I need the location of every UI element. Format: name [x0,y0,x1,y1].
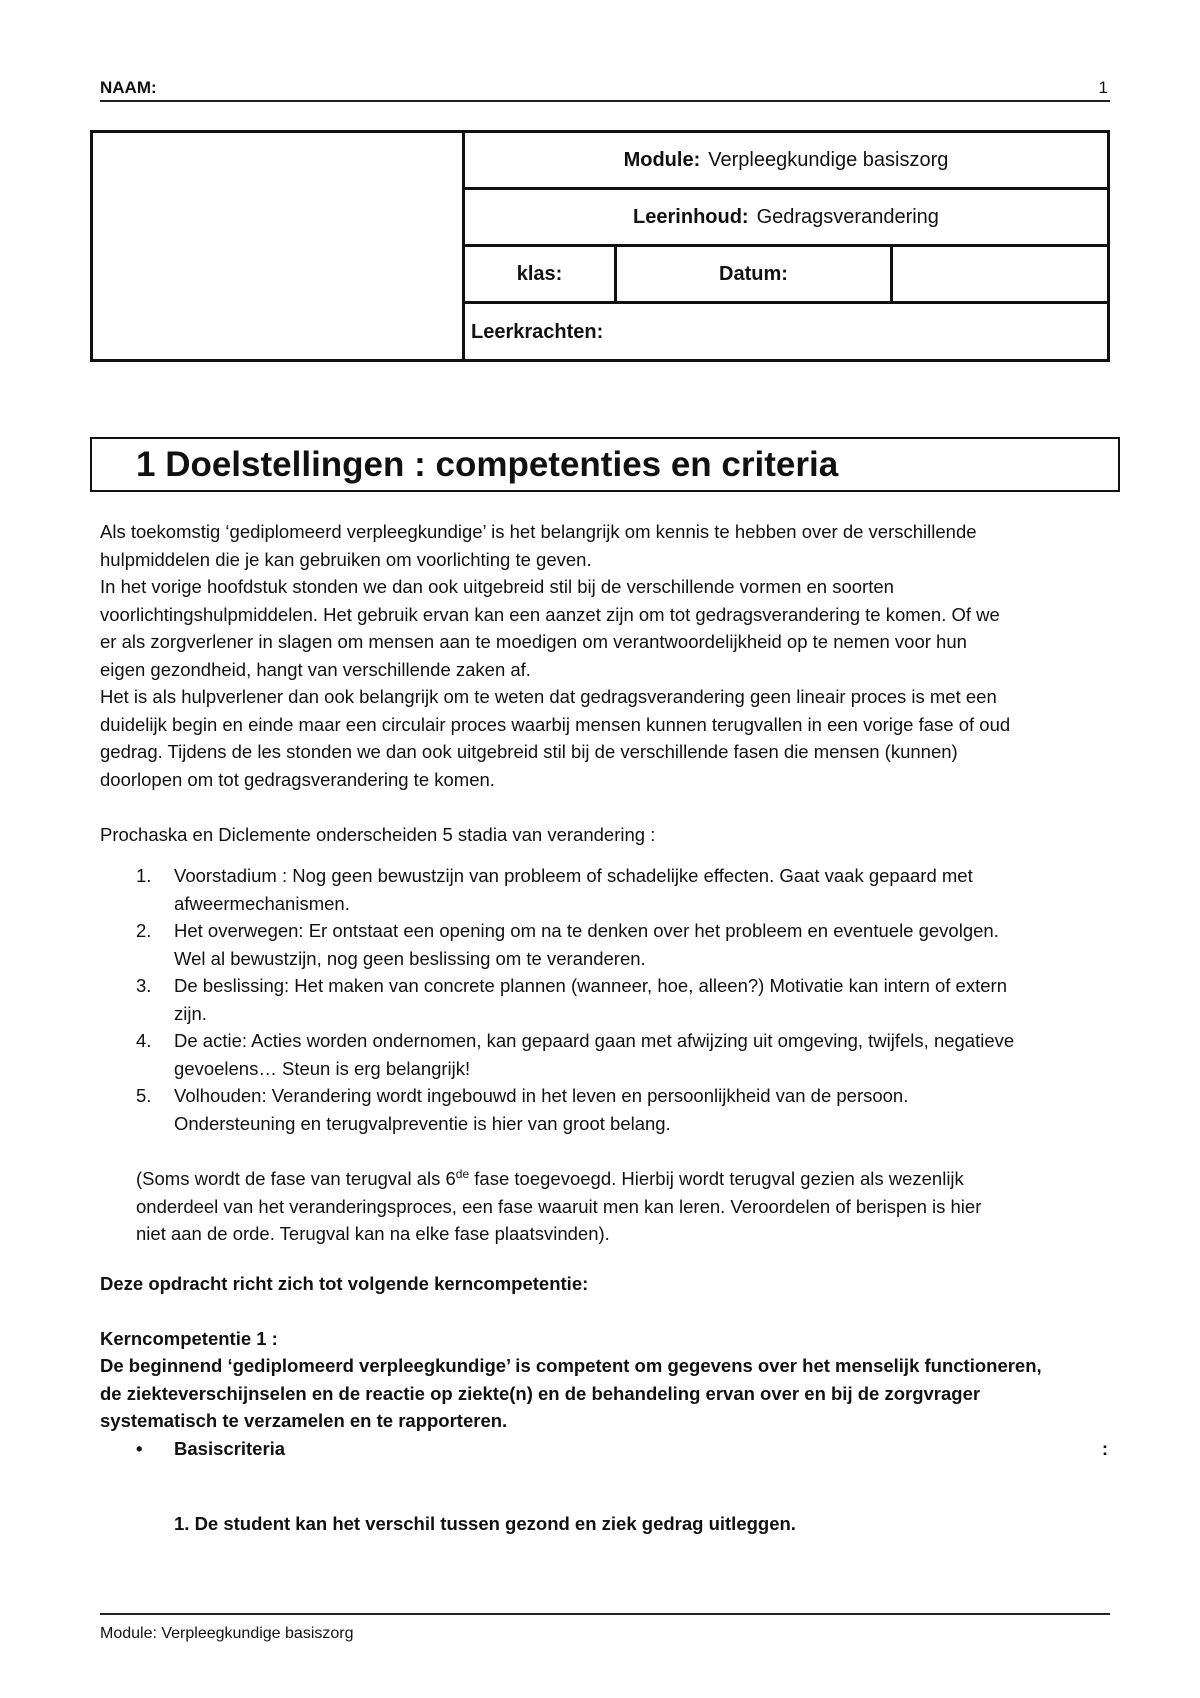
note-line: niet aan de orde. Terugval kan na elke fase plaatsvinden). [136,1223,610,1245]
module-info-table [90,130,1110,362]
basiscriteria-colon: : [1101,1437,1108,1459]
leerinhoud-value: Gedragsverandering [756,205,939,228]
list-number: 2. [136,920,152,941]
bullet-icon: • [136,1437,143,1459]
list-item-line: afweermechanismen. [174,892,350,914]
note-text: fase toegevoegd. Hierbij wordt terugval gezien als wezenlijk [469,1168,964,1190]
list-item [100,1027,1110,1082]
intro-paragraph [100,518,1110,793]
leerinhoud-row [465,190,1107,247]
logo-cell [93,133,465,359]
module-value: Verpleegkundige basiszorg [708,148,949,171]
datum-value-cell [893,247,1107,301]
list-item [100,917,1110,972]
page-footer: Module: Verpleegkundige basiszorg [100,1613,1110,1643]
intro-line: duidelijk begin en einde maar een circulair proces waarbij mensen kunnen terugvallen in een vorige fase of oud [100,713,1011,735]
list-number: 1. [136,865,152,886]
kerncompetentie-line: systematisch te verzamelen en te rapporteren. [100,1410,508,1432]
basiscriteria-item [100,1435,1110,1463]
section-heading: 1 Doelstellingen : competenties en criteria [90,437,1120,492]
note-line [136,1161,1110,1193]
criterium-1: 1. De student kan het verschil tussen gezond en ziek gedrag uitleggen. [174,1513,796,1535]
list-number: 5. [136,1085,152,1106]
list-item-line: Wel al bewustzijn, nog geen beslissing om te veranderen. [174,947,646,969]
page-number: 1 [1098,78,1108,97]
note-superscript: de [455,1167,470,1181]
intro-line: gedrag. Tijdens de les stonden we dan ook uitgebreid stil bij de verschillende fasen die mensen (kunnen) [100,741,958,762]
leerkrachten-label: Leerkrachten: [471,321,604,343]
note-text: (Soms wordt de fase van terugval als 6 [136,1168,456,1190]
list-item-line: De beslissing: Het maken van concrete plannen (wanneer, hoe, alleen?) Motivatie kan intern of extern [174,975,1007,996]
list-item [100,972,1110,1027]
intro-line: doorlopen om tot gedragsverandering te komen. [100,768,495,790]
document-body [100,518,1110,1538]
list-item-line: Ondersteuning en terugvalpreventie is hier van groot belang. [174,1112,671,1134]
list-item-line: gevoelens… Steun is erg belangrijk! [174,1057,471,1079]
kerncompetentie-intro: Deze opdracht richt zich tot volgende kerncompetentie: [100,1272,589,1294]
note-line: onderdeel van het veranderingsproces, een fase waaruit men kan leren. Veroordelen of berispen is hier [136,1195,982,1217]
leerkrachten-row [465,304,1107,361]
intro-line: hulpmiddelen die je kan gebruiken om voorlichting te geven. [100,548,592,570]
list-item-line: De actie: Acties worden ondernomen, kan gepaard gaan met afwijzing uit omgeving, twijfels, negatieve [174,1030,1015,1051]
module-label: Module: [623,148,701,171]
klas-datum-row [465,247,1107,304]
datum-label: Datum: [617,247,893,301]
intro-line: In het vorige hoofdstuk stonden we dan ook uitgebreid stil bij de verschillende vormen en soorten [100,576,894,597]
list-item-line: Voorstadium : Nog geen bewustzijn van probleem of schadelijke effecten. Gaat vaak gepaard met [174,865,973,886]
intro-line: Het is als hulpverlener dan ook belangrijk om te weten dat gedragsverandering geen lineair proces is met een [100,686,997,707]
list-item-line: zijn. [174,1002,207,1024]
list-number: 4. [136,1030,152,1051]
list-item-line: Volhouden: Verandering wordt ingebouwd in het leven en persoonlijkheid van de persoon. [174,1085,909,1106]
intro-line: Als toekomstig ‘gediplomeerd verpleegkundige’ is het belangrijk om kennis te hebben over de verschillende [100,521,977,542]
kerncompetentie-line: De beginnend ‘gediplomeerd verpleegkundige’ is competent om gegevens over het menselijk functioneren, [100,1355,1042,1377]
module-row [465,133,1107,190]
page-header [100,78,1110,102]
stadia-list [100,862,1110,1137]
intro-line: voorlichtingshulpmiddelen. Het gebruik ervan kan een aanzet zijn om tot gedragsverandering te komen. Of we [100,603,1000,625]
intro-line: er als zorgverlener in slagen om mensen aan te moedigen om verantwoordelijkheid op te nemen voor hun [100,631,967,652]
naam-label: NAAM: [100,78,157,97]
leerinhoud-label: Leerinhoud: [633,205,749,228]
intro-line: eigen gezondheid, hangt van verschillende zaken af. [100,658,531,680]
klas-label: klas: [465,247,617,301]
kerncompetentie-line: de ziekteverschijnselen en de reactie op ziekte(n) en de behandeling ervan over en bij de zorgvrager [100,1382,981,1404]
basiscriteria-label: Basiscriteria [174,1437,286,1459]
list-item [100,1082,1110,1137]
terugval-note [100,1161,1110,1248]
list-item [100,862,1110,917]
stadia-intro: Prochaska en Diclemente onderscheiden 5 stadia van verandering : [100,823,656,845]
list-number: 3. [136,975,152,996]
kerncompetentie-title: Kerncompetentie 1 : [100,1327,278,1349]
list-item-line: Het overwegen: Er ontstaat een opening om na te denken over het probleem en eventuele gevolgen. [174,920,999,941]
